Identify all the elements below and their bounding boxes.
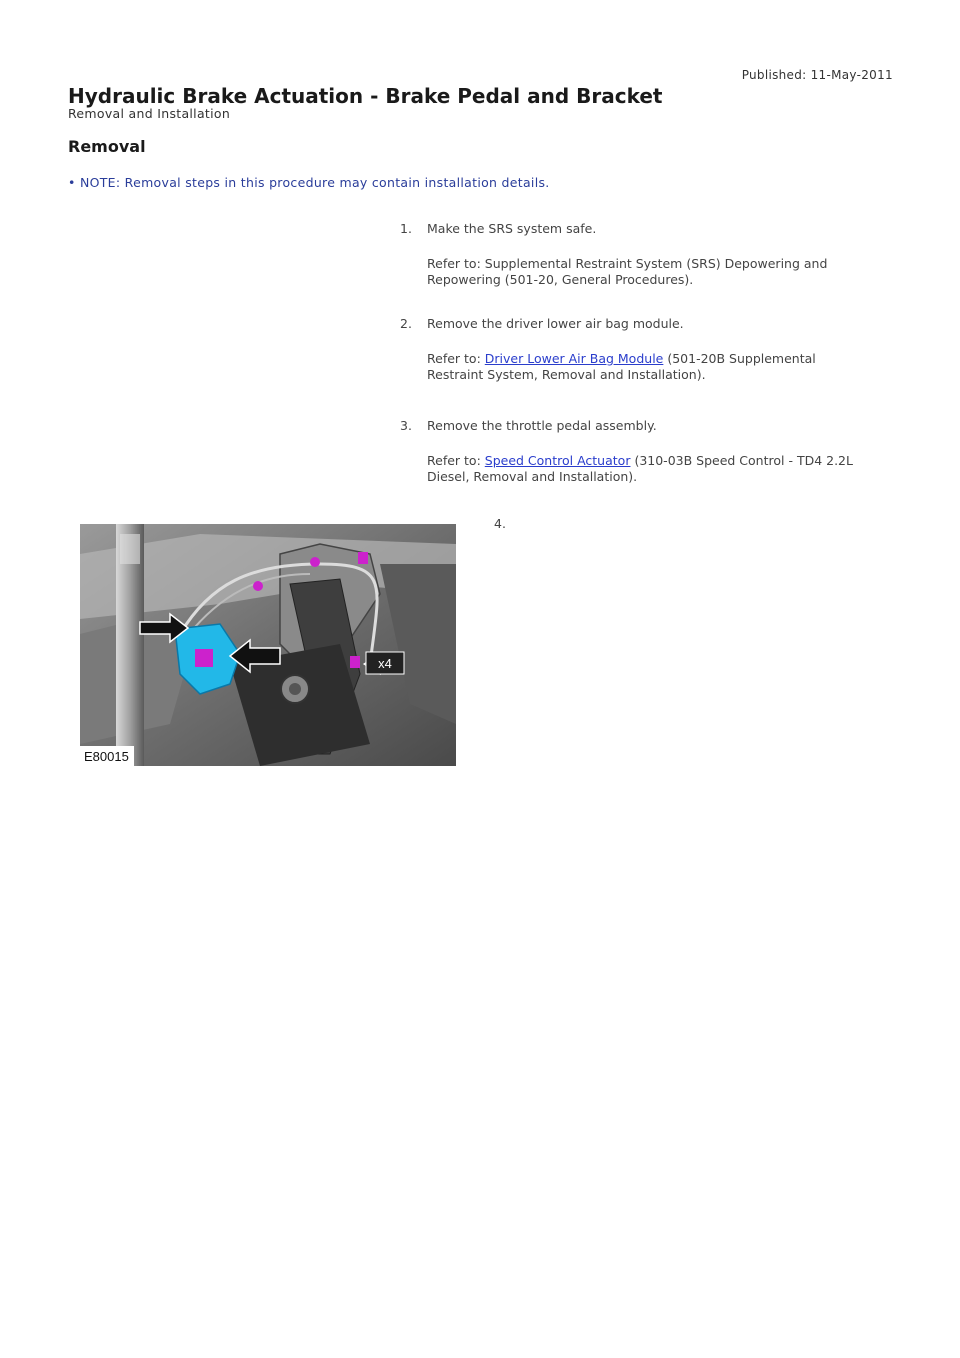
step-text: Remove the throttle pedal assembly. <box>427 418 657 433</box>
ref-prefix: Refer to: <box>427 351 485 366</box>
step-reference <box>427 351 867 383</box>
callout-count: x4 <box>378 656 392 671</box>
page-title: Hydraulic Brake Actuation - Brake Pedal and Bracket <box>68 84 663 108</box>
ref-suffix: (501-20B Supplemental Restraint System, Removal and Installation). <box>427 351 816 382</box>
fixing-marker-3 <box>358 552 368 564</box>
figure-illustration <box>80 524 456 766</box>
ref-prefix: Refer to: <box>427 256 485 271</box>
fixing-marker-2 <box>310 557 320 567</box>
link-driver-lower-air-bag-module[interactable]: Driver Lower Air Bag Module <box>484 351 664 366</box>
step-4-number: 4. <box>494 516 506 531</box>
ref-suffix: (310-03B Speed Control - TD4 2.2L Diesel, Removal and Installation). <box>427 453 853 484</box>
step-number: 1. <box>400 221 412 236</box>
pedal-pivot-center <box>289 683 301 695</box>
step-reference <box>427 256 867 288</box>
section-title: Removal <box>68 137 146 156</box>
link-speed-control-actuator[interactable]: Speed Control Actuator <box>484 453 631 468</box>
fixing-marker-1 <box>195 649 213 667</box>
ref-suffix: Supplemental Restraint System (SRS) Depowering and Repowering (501-20, General Procedures). <box>427 256 828 287</box>
page-subtitle: Removal and Installation <box>68 106 231 121</box>
note-text: • NOTE: Removal steps in this procedure may contain installation details. <box>68 175 550 190</box>
ref-prefix: Refer to: <box>427 453 485 468</box>
step-reference <box>427 453 867 485</box>
figure-code: E80015 <box>84 749 129 764</box>
step-number: 2. <box>400 316 412 331</box>
steering-column-highlight <box>120 534 140 564</box>
step-text: Make the SRS system safe. <box>427 221 597 236</box>
figure-brake-pedal <box>80 524 456 766</box>
fixing-marker-5 <box>350 656 360 668</box>
published-date: Published: 11-May-2011 <box>741 68 893 82</box>
step-number: 3. <box>400 418 412 433</box>
step-text: Remove the driver lower air bag module. <box>427 316 684 331</box>
fixing-marker-4 <box>253 581 263 591</box>
